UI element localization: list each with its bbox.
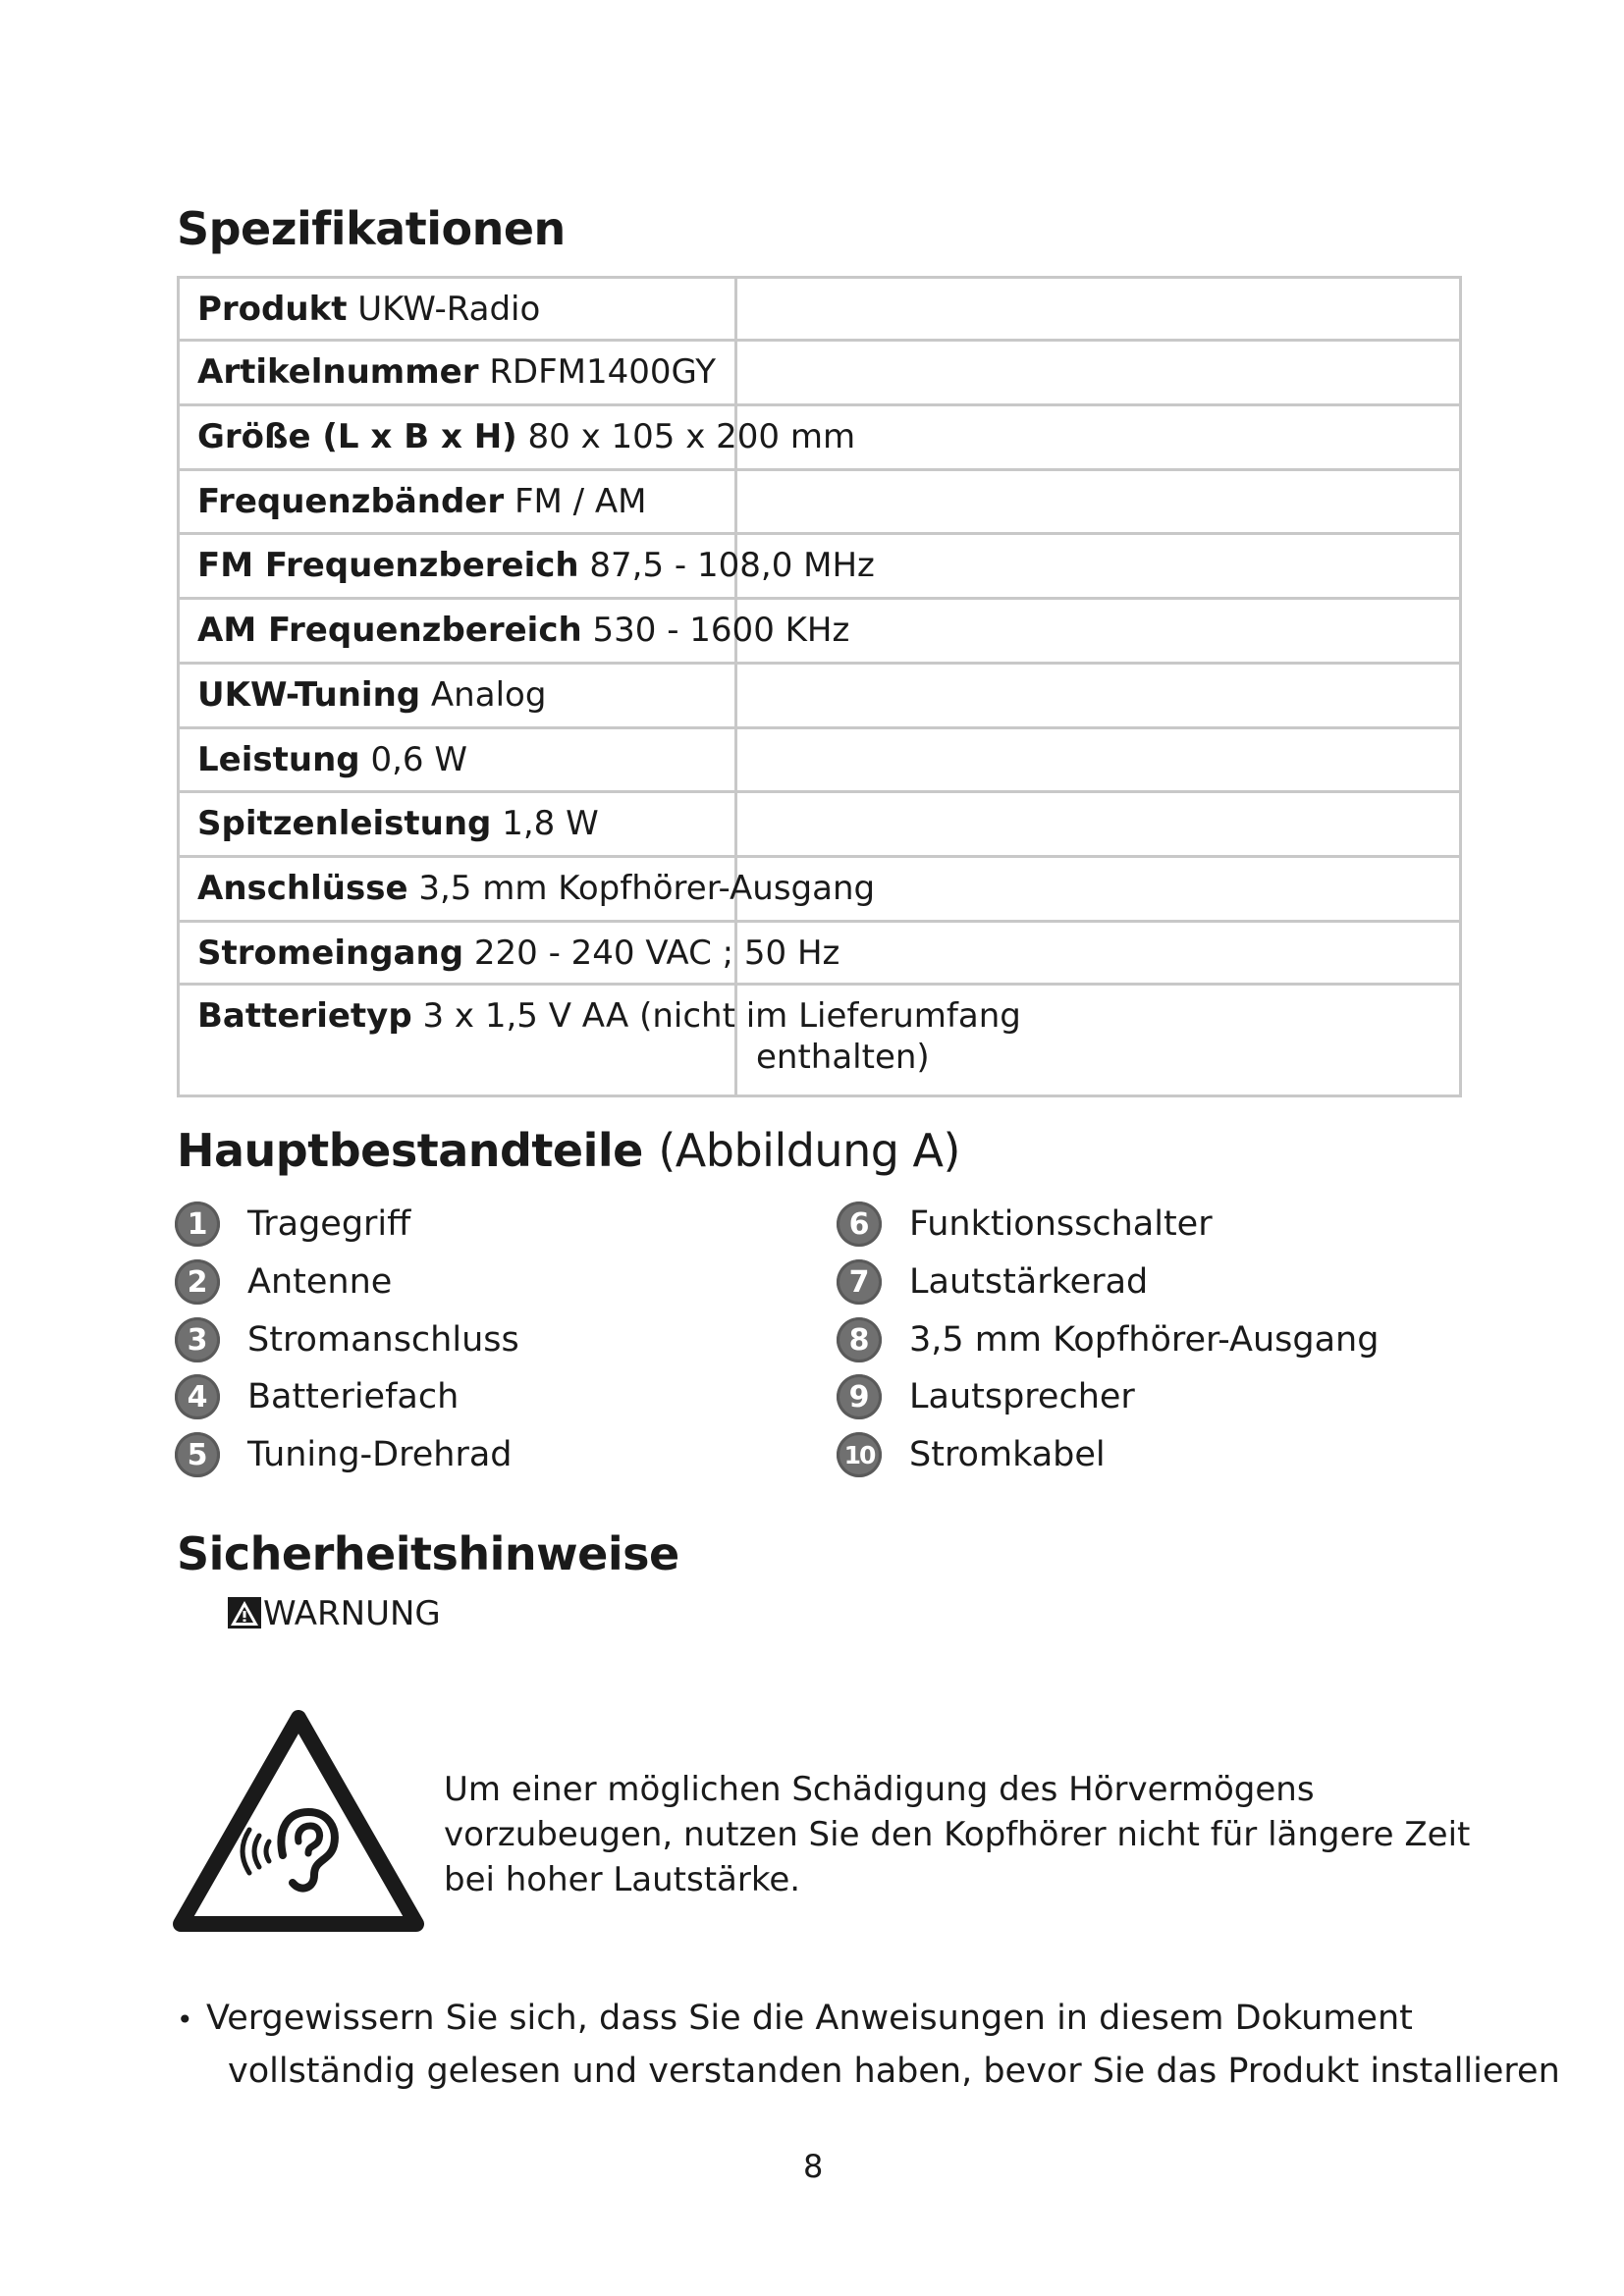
warning-label: WARNUNG [228, 1594, 441, 1633]
number-8-icon: 8 [837, 1317, 882, 1362]
number-10-icon: 10 [837, 1432, 882, 1477]
spec-cell: AM Frequenzbereich 530 - 1600 KHz [197, 611, 850, 650]
bullet-item: • Vergewissern Sie sich, dass Sie die Anweisungen in diesem Dokument vollständig gelesen und verstanden haben, bevor Sie das Produkt installieren [177, 1993, 1560, 2097]
number-7-icon: 7 [837, 1259, 882, 1305]
list-item: 7 Lautstärkerad [837, 1257, 1148, 1307]
spec-cell: Batterietyp 3 x 1,5 V AA (nicht im Lieferumfang enthalten) [197, 996, 1021, 1077]
number-3-icon: 3 [175, 1317, 220, 1362]
safety-heading: Sicherheitshinweise [177, 1527, 679, 1580]
table-row [179, 792, 1461, 857]
spec-cell: Größe (L x B x H) 80 x 105 x 200 mm [197, 417, 856, 456]
list-item: 1 Tragegriff [175, 1200, 410, 1249]
table-row [179, 985, 1461, 1096]
table-row [179, 922, 1461, 985]
hearing-damage-warning-icon [173, 1710, 424, 1934]
spec-cell: Leistung 0,6 W [197, 740, 467, 779]
table-row [179, 599, 1461, 664]
spec-cell: Produkt UKW-Radio [197, 290, 541, 329]
spec-cell: Spitzenleistung 1,8 W [197, 804, 599, 843]
spec-cell: Anschlüsse 3,5 mm Kopfhörer-Ausgang [197, 869, 876, 908]
table-row [179, 857, 1461, 922]
number-9-icon: 9 [837, 1374, 882, 1419]
spec-heading: Spezifikationen [177, 202, 566, 255]
number-2-icon: 2 [175, 1259, 220, 1305]
list-item: 9 Lautsprecher [837, 1372, 1135, 1421]
list-item: 5 Tuning-Drehrad [175, 1430, 513, 1479]
spec-table [177, 276, 1462, 1097]
page-number: 8 [803, 2148, 824, 2185]
spec-cell: Artikelnummer RDFM1400GY [197, 352, 716, 392]
list-item: 10 Stromkabel [837, 1430, 1106, 1479]
bullet-dot-icon: • [177, 2003, 193, 2036]
number-1-icon: 1 [175, 1201, 220, 1247]
spec-cell: Stromeingang 220 - 240 VAC ; 50 Hz [197, 934, 840, 973]
table-row [179, 470, 1461, 534]
warning-text: Um einer möglichen Schädigung des Hörvermögens vorzubeugen, nutzen Sie den Kopfhörer nicht für längere Zeit bei hoher Lautstärke. [444, 1770, 1471, 1899]
list-item: 8 3,5 mm Kopfhörer-Ausgang [837, 1315, 1379, 1364]
list-item: 6 Funktionsschalter [837, 1200, 1213, 1249]
table-row [179, 341, 1461, 405]
table-row [179, 278, 1461, 341]
table-row [179, 405, 1461, 470]
components-heading-sub: (Abbildung A) [658, 1124, 960, 1177]
number-6-icon: 6 [837, 1201, 882, 1247]
list-item: 2 Antenne [175, 1257, 392, 1307]
spec-cell: UKW-Tuning Analog [197, 675, 547, 715]
number-5-icon: 5 [175, 1432, 220, 1477]
warning-small-icon [228, 1597, 261, 1629]
components-heading: Hauptbestandteile (Abbildung A) [177, 1124, 960, 1177]
list-item: 4 Batteriefach [175, 1372, 459, 1421]
table-row [179, 728, 1461, 792]
list-item: 3 Stromanschluss [175, 1315, 519, 1364]
spec-cell: Frequenzbänder FM / AM [197, 482, 647, 521]
number-4-icon: 4 [175, 1374, 220, 1419]
table-row [179, 664, 1461, 728]
table-row [179, 534, 1461, 599]
spec-cell: FM Frequenzbereich 87,5 - 108,0 MHz [197, 546, 875, 585]
